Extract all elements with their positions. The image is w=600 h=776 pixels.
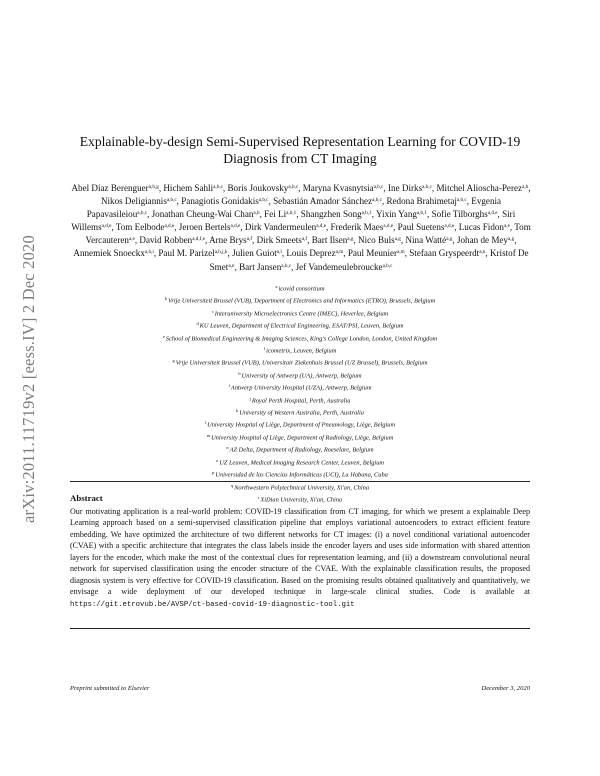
- affiliation-mark: k: [236, 408, 239, 414]
- author-name: Arne Brys: [209, 235, 247, 246]
- author-name: Shangzhen Song: [300, 209, 362, 220]
- affiliation-line: [60, 418, 540, 430]
- author: [436, 183, 528, 193]
- arxiv-identifier-stamp: [12, 193, 46, 565]
- author: [257, 235, 308, 245]
- author: [209, 235, 252, 245]
- affiliation-text: AZ Delta, Department of Radiology, Roeselare, Belgium: [229, 446, 374, 454]
- affiliation-text: University of Western Australia, Perth, Australia: [239, 409, 364, 417]
- author-affiliation-marks: a,b,c: [137, 210, 148, 217]
- footer-preprint-note: Preprint submitted to Elsevier: [70, 685, 150, 692]
- affiliation-line: [60, 456, 540, 468]
- author-name: Bart Jansen: [239, 261, 282, 272]
- affiliation-mark: j: [249, 395, 251, 401]
- abstract-bottom-rule: [70, 628, 530, 629]
- author: [432, 209, 498, 219]
- author-name: Stefaan Gryspeerdt: [409, 248, 480, 259]
- author-name: Jef Vandemeulebroucke: [295, 261, 383, 272]
- author-affiliation-marks: a,b,c: [382, 262, 393, 269]
- author-name: Jeroen Bertels: [178, 222, 231, 233]
- affiliation-text: School of Biomedical Engineering & Imaging Sciences, King's College London, London, United Kingdom: [165, 335, 438, 343]
- author-affiliation-marks: a,g: [347, 236, 354, 243]
- author: [312, 235, 354, 245]
- affiliation-line: [60, 493, 540, 505]
- author-list: Abel Díaz Berenguer$^{a,b,g}$, Hichem Sahli$^{a,b,c}$, Boris Joukovsky$^{a,b,c}$, Maryna Kvasnytsia$^{a,b,c}$, Ine Dirks$^{a,b,c}$, Mitchel Alioscha-Perez$^{a,b}$, Nikos Deligiannis$^{a,b,c}$, Panagiotis Gonidakis$^{a,b,c}$, Sebastián Amador Sánchez$^{a,b,c}$, Redona Brahimetaj$^{a,b,c}$, Evgenia Papavasileiou$^{a,b,c}$, Jonathan Cheung-Wai Chan$^{a,b}$, Fei Li$^{a,b,1}$, Shangzhen Song$^{a,b,1}$, Yixin Yang$^{a,b,1}$, Sofie Tilborghs$^{a,d,e}$, Siri Willems$^{a,d,e}$, Tom Eelbode$^{a,d,e}$, Jeroen Bertels$^{a,d,e}$, Dirk Vandermeulen$^{a,d,e}$, Frederik Maes$^{a,d,e}$, Paul Suetens$^{a,d,e}$, Lucas Fidon$^{a,e}$, Tom Vercauteren$^{a,e}$, David Robben$^{a,d,f,e}$, Arne Brys$^{a,f}$, Dirk Smeets$^{a,f}$, Bart Ilsen$^{a,g}$, Nico Buls$^{a,g}$, Nina Watté$^{a,g}$, Johan de Mey$^{a,g}$, Annemiek Snoeckx$^{a,h,i}$, Paul M. Parizel$^{a,h,j,k}$, Julien Guiot$^{a,l}$, Louis Deprez$^{a,m}$, Paul Meunier$^{a,m}$, Stefaan Gryspeerdt$^{a,n}$, Kristof De Smet$^{a,n}$, Bart Jansen$^{a,b,c}$, Jef Vandemeulebroucke$^{a,b,c}$: [71, 183, 531, 272]
- author-affiliation-marks: a,d,e: [316, 223, 326, 230]
- affiliation-mark: i: [228, 383, 230, 389]
- author-name: Dirk Smeets: [256, 235, 302, 246]
- author-affiliation-marks: a,f: [246, 236, 253, 243]
- affiliation-mark: f: [263, 346, 266, 352]
- author-affiliation-marks: a,b,g: [148, 184, 159, 190]
- author-affiliation-marks: a,f: [301, 236, 308, 243]
- author-name: Julien Guiot: [232, 248, 277, 259]
- author-affiliation-marks: a,b,1: [286, 210, 297, 217]
- affiliation-text: XiDian University, Xi'an, China: [260, 496, 343, 504]
- affiliation-line: [60, 481, 540, 493]
- affiliation-mark: a: [275, 284, 278, 289]
- author: [273, 196, 382, 206]
- author: [116, 222, 174, 232]
- affiliation-line: [60, 356, 540, 368]
- affiliation-text: University Hospital of Liège, Department of Radiology, Liège, Belgium: [211, 434, 394, 442]
- affiliation-line: [60, 443, 540, 455]
- author-name: Tom Eelbode: [115, 222, 165, 233]
- author-affiliation-marks: a,b,c: [258, 197, 269, 204]
- affiliation-mark: o: [215, 457, 219, 463]
- abstract-top-rule: [70, 481, 530, 482]
- affiliation-mark: h: [238, 370, 241, 376]
- abstract-heading: Abstract: [70, 493, 103, 503]
- author-affiliation-marks: a,b,c: [166, 197, 177, 204]
- affiliation-line: [60, 468, 540, 480]
- author-name: Evgenia Papavasileiou: [86, 196, 502, 220]
- affiliation-mark: e: [162, 333, 165, 339]
- author-affiliation-marks: a,b: [522, 184, 529, 190]
- author-affiliation-marks: a,b,c: [288, 184, 299, 190]
- author-affiliation-marks: a,n: [479, 249, 486, 256]
- author-name: Paul Suetens: [397, 222, 445, 233]
- author: [457, 235, 514, 245]
- affiliation-text: Universidad de las Ciencias Informáticas (UCI), La Habana, Cuba: [215, 471, 388, 479]
- author: [405, 235, 452, 245]
- author-name: Louis Deprez: [286, 248, 336, 259]
- author: [245, 222, 326, 232]
- author-name: Bart Ilsen: [311, 235, 348, 246]
- author-name: Nina Watté: [405, 235, 447, 246]
- author-affiliation-marks: a,b,c: [373, 184, 384, 190]
- affiliation-mark: g: [172, 358, 175, 364]
- author: [179, 222, 241, 232]
- footer-date: December 3, 2020: [481, 685, 530, 692]
- paper-title: Explainable-by-design Semi-Supervised Representation Learning for COVID-19 Diagnosis from CT Imaging: [79, 134, 521, 166]
- author-affiliation-marks: a,d,e: [164, 223, 175, 230]
- affiliation-line: [60, 332, 540, 344]
- author: [296, 262, 393, 272]
- affiliation-line: [60, 294, 540, 306]
- author: [388, 183, 432, 193]
- affiliation-text: icovid consortium: [278, 285, 325, 293]
- author: [73, 248, 153, 258]
- author-name: Hichem Sahli: [163, 183, 214, 193]
- author-name: Sebastián Amador Sánchez: [273, 196, 373, 207]
- affiliation-text: icometrix, Leuven, Belgium: [266, 347, 337, 355]
- author-affiliation-marks: a,e: [503, 223, 510, 230]
- author-name: Maryna Kvasnytsia: [302, 183, 374, 193]
- author-affiliation-marks: a,d,e: [101, 223, 112, 230]
- arxiv-identifier-text: arXiv:2011.11719v2 [eess.IV] 2 Dec 2020: [19, 235, 38, 523]
- abstract-text: Our motivating application is a real-world problem: COVID-19 classification from CT imaging, for which we present a explainable Deep Learning approach based on a semi-supervised classification pipeline that employs variational autoencoders to extract efficient feature embedding. We have optimized the architecture of two different networks for CT images: (i) a novel conditional variational autoencoder (CVAE) with a specific architecture that integrates the class labels inside the encoder layers and uses side information with shared attention layers for the encoder, which make the most of the contextual clues for representation learning, and (ii) a downstream convolutional neural network for supervised classification using the encoder structure of the CVAE. With the explainable classification results, the proposed diagnosis system is very effective for COVID-19 classification. Based on the promising results obtained qualitatively and quantitatively, we envisage a wide deployment of our developed technique in large-scale clinical studies. Code is available at: [70, 507, 530, 597]
- author: [101, 196, 177, 206]
- author-name: Yixin Yang: [375, 209, 417, 220]
- affiliation-text: University of Antwerp (UA), Antwerp, Belgium: [241, 372, 362, 380]
- author-affiliation-marks: a,b,c: [281, 262, 292, 269]
- author: [239, 262, 291, 272]
- author: [376, 209, 427, 219]
- affiliation-text: Vrije Universiteit Brussel (VUB), Department of Electronics and Informatics (ETRO), Brussels, Belgium: [167, 297, 436, 305]
- affiliation-line: [60, 344, 540, 356]
- author-affiliation-marks: a,d,e: [383, 223, 394, 230]
- author: [409, 248, 485, 258]
- author-name: Johan de Mey: [456, 235, 508, 246]
- author-name: Lucas Fidon: [458, 222, 504, 233]
- affiliation-line: [60, 369, 540, 381]
- affiliation-line: [60, 381, 540, 393]
- author: [181, 196, 268, 206]
- affiliation-text: Interuniversity Microelectronics Centre (IMEC), Heverlee, Belgium: [214, 310, 389, 318]
- author-name: Tom Vercauteren: [85, 222, 531, 246]
- author: [386, 196, 466, 206]
- author-affiliation-marks: a,b,1: [416, 210, 428, 217]
- author-affiliation-marks: a,m: [335, 249, 344, 256]
- affiliation-list: [60, 282, 540, 505]
- author: [158, 248, 227, 258]
- author-name: Nikos Deligiannis: [100, 196, 167, 207]
- author-affiliation-marks: a,d,e: [444, 223, 455, 230]
- affiliation-text: KU Leuven, Department of Electrical Engineering, ESAT/PSI, Leuven, Belgium: [199, 322, 404, 330]
- author-name: Panagiotis Gonidakis: [181, 196, 259, 207]
- author-affiliation-marks: a,h,i: [144, 249, 154, 256]
- affiliation-mark: r: [257, 494, 260, 500]
- affiliation-line: [60, 319, 540, 331]
- author: [152, 209, 260, 219]
- author-name: Nico Buls: [358, 235, 395, 246]
- author-name: Dirk Vandermeulen: [244, 222, 317, 233]
- author-affiliation-marks: a,d,f,e: [192, 236, 206, 243]
- author-affiliation-marks: a,d,e: [487, 210, 498, 217]
- author-name: Redona Brahimetaj: [386, 196, 457, 207]
- author-name: Fei Li: [264, 209, 287, 220]
- affiliation-text: Northwestern Polytechnical University, Xi'an, China: [234, 484, 370, 491]
- affiliation-mark: n: [226, 445, 229, 451]
- author: [232, 248, 282, 258]
- author-name: Annemiek Snoeckx: [73, 248, 145, 259]
- affiliation-text: Vrije Universiteit Brussel (VUB), Universitair Ziekenhuis Brussel (UZ Brussel), Brussels, Belgium: [175, 359, 428, 367]
- author-affiliation-marks: a,b: [253, 210, 260, 217]
- author-name: Abel Díaz Berenguer: [71, 183, 149, 193]
- affiliation-mark: p: [212, 470, 215, 476]
- affiliation-mark: q: [230, 482, 234, 488]
- author-name: Jonathan Cheung-Wai Chan: [151, 209, 254, 220]
- author-affiliation-marks: a,h,j,k: [214, 249, 228, 256]
- author: [331, 222, 394, 232]
- author-name: Siri Willems: [71, 209, 516, 233]
- author: [227, 183, 298, 193]
- affiliation-mark: m: [206, 432, 211, 438]
- author-affiliation-marks: a,d,e: [230, 223, 241, 230]
- author: [459, 222, 510, 232]
- author: [303, 183, 384, 193]
- author-affiliation-marks: a,l: [276, 249, 282, 256]
- author: [139, 235, 205, 245]
- affiliation-mark: d: [196, 321, 199, 327]
- author: [301, 209, 372, 219]
- author-name: Frederik Maes: [330, 222, 384, 233]
- affiliation-mark: b: [164, 296, 167, 302]
- author: [286, 248, 343, 258]
- affiliation-text: UZ Leuven, Medical Imaging Research Center, Leuven, Belgium: [219, 459, 385, 467]
- author: [264, 209, 296, 219]
- author-affiliation-marks: a,g: [446, 236, 453, 243]
- affiliation-line: [60, 307, 540, 319]
- affiliation-text: University Hospital of Liège, Department of Pneumology, Liège, Belgium: [207, 421, 396, 429]
- author-name: Paul M. Parizel: [158, 248, 215, 259]
- author: [71, 183, 158, 193]
- author-affiliation-marks: a,m: [397, 249, 405, 256]
- affiliation-mark: c: [211, 308, 214, 314]
- author-affiliation-marks: a,b,1: [361, 210, 372, 217]
- author-affiliation-marks: a,n: [228, 262, 235, 269]
- author-name: Boris Joukovsky: [227, 183, 289, 193]
- affiliation-line: [60, 394, 540, 406]
- author-affiliation-marks: a,e: [128, 236, 135, 243]
- author-affiliation-marks: a,g: [507, 236, 515, 243]
- author-name: Kristof De Smet: [209, 248, 529, 272]
- author: [163, 183, 223, 193]
- author: [358, 235, 401, 245]
- author-name: Ine Dirks: [388, 183, 423, 193]
- affiliation-text: Antwerp University Hospital (UZA), Antwerp, Belgium: [230, 384, 372, 392]
- code-url-link[interactable]: https://git.etrovub.be/AVSP/ct-based-covid-19-diagnostic-tool.git: [70, 600, 355, 609]
- affiliation-line: [60, 282, 540, 294]
- author-name: Sofie Tilborghs: [431, 209, 488, 220]
- affiliation-mark: l: [204, 420, 207, 426]
- author-affiliation-marks: a,g: [394, 236, 401, 243]
- author-affiliation-marks: a,b,c: [422, 184, 432, 190]
- author: [398, 222, 455, 232]
- author-affiliation-marks: a,b,c: [372, 197, 382, 204]
- affiliation-line: [60, 406, 540, 418]
- author: [348, 248, 405, 258]
- author-affiliation-marks: a,b,c: [213, 184, 223, 190]
- author-name: Paul Meunier: [347, 248, 398, 259]
- author-name: Mitchel Alioscha-Perez: [436, 183, 523, 193]
- affiliation-line: [60, 431, 540, 443]
- affiliation-text: Royal Perth Hospital, Perth, Australia: [251, 397, 351, 405]
- author-affiliation-marks: a,b,c: [456, 197, 467, 204]
- abstract-body: [70, 506, 530, 611]
- author-name: David Robben: [139, 235, 193, 246]
